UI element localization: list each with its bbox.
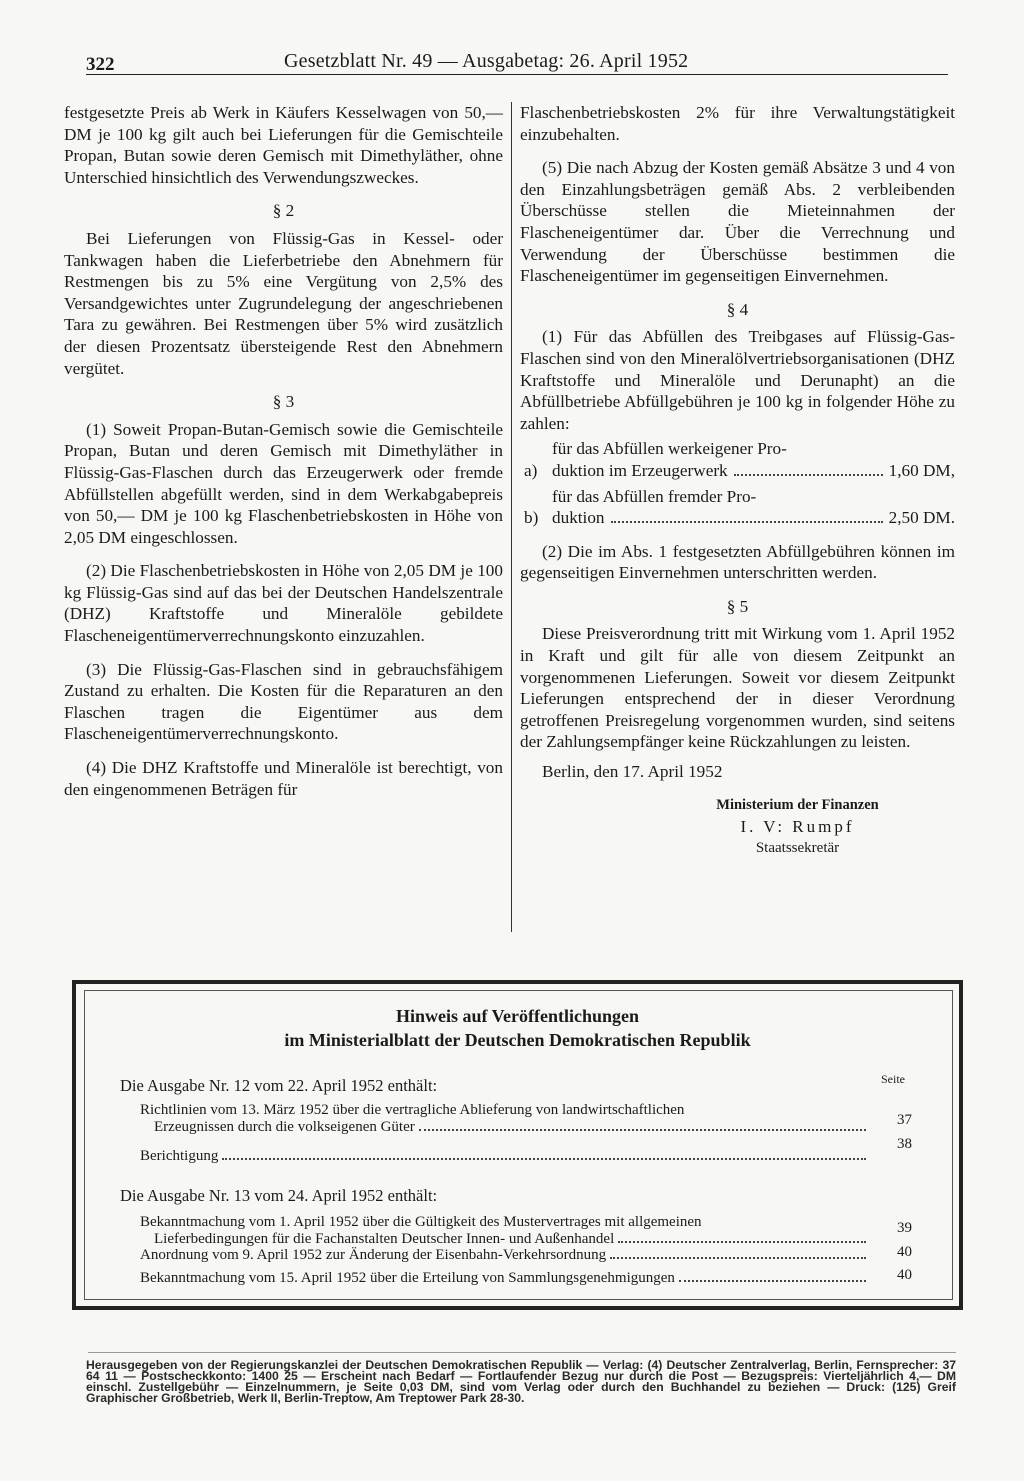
fee-item-a-label: a): [524, 460, 538, 480]
page-reference: 40: [897, 1267, 912, 1283]
issue-12-entry: [140, 1102, 870, 1136]
right-column: [520, 102, 955, 859]
page-reference: 39: [897, 1220, 912, 1236]
leader-dots: [679, 1280, 866, 1282]
leader-dots: [610, 1257, 866, 1259]
section-2-heading: § 2: [272, 201, 295, 221]
column-divider: [511, 102, 512, 932]
section-3-paragraph-3: (3) Die Flüssig-Gas-Flaschen sind in gebrauchsfähigem Zustand zu erhalten. Die Kosten für die Reparaturen an den Flaschen tragen die Eigentümer aus dem Flascheneigentümerverrechnungskonto.: [64, 659, 503, 744]
page-header: [86, 48, 948, 75]
leader-dots: [222, 1158, 866, 1160]
leader-dots: [734, 474, 883, 476]
fee-item-a-line1: für das Abfüllen werkeigener Pro-: [552, 439, 787, 459]
issue-13-entry: [140, 1214, 870, 1248]
section-5-text: Diese Preisverordnung tritt mit Wirkung vom 1. April 1952 in Kraft und gilt für alle von diesem Zeitpunkt an vorgenommenen Lieferungen. Soweit vor diesem Zeitpunkt Lieferungen entsprechend der in dieser Verordnung getroffenen Preisregelung vorgenommen wurden, sind seitens der Zahlungsempfänger keine Rückzahlungen zu leisten.: [520, 624, 955, 752]
entry-line: Bekanntmachung vom 15. April 1952 über die Erteilung von Sammlungsgenehmigungen: [140, 1270, 675, 1286]
section-3-paragraph-2: (2) Die Flaschenbetriebskosten in Höhe von 2,05 DM je 100 kg Flüssig-Gas sind auf das bei der Deutschen Handelszentrale (DHZ) Kraftstoffe und Mineralöle gebildete Flascheneigentümerverrechnungskonto einzuzahlen.: [64, 561, 503, 646]
fee-item-b-line2: duktion: [552, 508, 605, 528]
page-column-label: Seite: [881, 1072, 905, 1086]
section-4-paragraph-1: (1) Für das Abfüllen des Treibgases auf Flüssig-Gas-Flaschen sind von den Mineralölvertriebsorganisationen (DHZ Kraftstoffe und Mineralöle und Derunapht) an die Abfüllbetriebe Abfüllgebühren je 100 kg in folgender Höhe zu zahlen:: [520, 327, 955, 433]
section-5-heading: § 5: [726, 596, 749, 616]
section-3-paragraph-5: (5) Die nach Abzug der Kosten gemäß Absätze 3 und 4 von den Einzahlungsbeträgen gemäß Abs. 2 verbleibenden Überschüsse stellen die Mieteinnahmen der Flascheneigentümer dar. Über die Verrechnung und Verwendung der Überschüsse bestimmen die Flascheneigentümer im gegenseitigen Einvernehmen.: [520, 158, 955, 286]
issue-13-entry: [140, 1270, 870, 1287]
fee-item-a-amount: 1,60 DM,: [888, 460, 955, 480]
fee-item-b-amount: 2,50 DM.: [888, 508, 955, 528]
fee-item-b: [520, 486, 955, 529]
signer-rank: Staatssekretär: [755, 839, 840, 856]
section-4-paragraph-2: (2) Die im Abs. 1 festgesetzten Abfüllgebühren können im gegenseitigen Einvernehmen unterschritten werden.: [520, 541, 955, 583]
left-column: [64, 102, 503, 800]
signer-name: I. V: Rumpf: [740, 817, 855, 837]
issue-13-heading: Die Ausgabe Nr. 13 vom 24. April 1952 enthält:: [120, 1186, 438, 1205]
section-3-heading: § 3: [272, 392, 295, 412]
entry-line: Lieferbedingungen für die Fachanstalten Deutscher Innen- und Außenhandel: [154, 1231, 615, 1247]
fee-item-a: [520, 438, 955, 481]
entry-line: Richtlinien vom 13. März 1952 über die vertragliche Ablieferung von landwirtschaftlichen: [140, 1102, 685, 1118]
section-3-paragraph-1: (1) Soweit Propan-Butan-Gemisch sowie die Gemischteile Propan, Butan und deren Gemisch mit Dimethyläther in Flüssig-Gas-Flaschen durch das Erzeugerwerk oder fremde Abfüllstellen abgefüllt werden, sind in dem Werkabgabepreis von 50,— DM je 100 kg Flaschenbetriebskosten in Höhe von 2,05 DM eingeschlossen.: [64, 419, 503, 547]
fee-item-b-line1: für das Abfüllen fremder Pro-: [552, 486, 757, 506]
place-date: Berlin, den 17. April 1952: [542, 762, 723, 782]
section-4-heading: § 4: [726, 299, 749, 319]
entry-line: Erzeugnissen durch die volkseigenen Güter: [154, 1119, 415, 1135]
entry-line: Berichtigung: [140, 1148, 219, 1164]
leader-dots: [611, 521, 883, 523]
page-reference: 38: [897, 1136, 912, 1152]
gazette-title: Gesetzblatt Nr. 49 — Ausgabetag: 26. April 1952: [284, 50, 689, 72]
entry-line: Anordnung vom 9. April 1952 zur Änderung der Eisenbahn-Verkehrsordnung: [140, 1247, 607, 1263]
publication-notice-box: [72, 980, 963, 1310]
leader-dots: [618, 1241, 866, 1243]
section-3-paragraph-4: (4) Die DHZ Kraftstoffe und Mineralöle ist berechtigt, von den eingenommenen Beträgen für: [64, 758, 503, 799]
leader-dots: [419, 1129, 866, 1131]
notice-subtitle: im Ministerialblatt der Deutschen Demokratischen Republik: [284, 1030, 751, 1050]
intro-paragraph: festgesetzte Preis ab Werk in Käufers Kesselwagen von 50,— DM je 100 kg gilt auch bei Lieferungen für die Gemischteile Propan, Butan sowie deren Gemisch mit Dimethyläther, ohne Unterschied hinsichtlich des Verwendungszweckes.: [64, 103, 503, 187]
ministry-name: Ministerium der Finanzen: [716, 796, 879, 813]
page-reference: 37: [897, 1112, 912, 1128]
page-reference: 40: [897, 1244, 912, 1260]
issue-12-entry: [140, 1148, 870, 1165]
footer-rule: [88, 1352, 956, 1353]
notice-title: Hinweis auf Veröffentlichungen: [395, 1006, 640, 1026]
section-2-text: Bei Lieferungen von Flüssig-Gas in Kessel- oder Tankwagen haben die Lieferbetriebe den Abnehmern für Restmengen bis zu 5% eine Vergütung von 2,5% des Versandgewichtes unter Zugrundelegung der angeschriebenen Tara zu gewähren. Bei Restmengen über 5% wird zusätzlich der diesen Prozentsatz übersteigende Rest den Abnehmern vergütet.: [64, 228, 503, 378]
signature-block: [520, 761, 955, 859]
entry-line: Bekanntmachung vom 1. April 1952 über die Gültigkeit des Mustervertrages mit allgemeinen: [140, 1214, 702, 1230]
page-number: 322: [86, 54, 115, 75]
fee-item-b-label: b): [524, 508, 539, 528]
publisher-imprint: Herausgegeben von der Regierungskanzlei der Deutschen Demokratischen Republik — Verlag: (4) Deutscher Zentralverlag, Berlin, Fernsprecher: 37 64 11 — Postscheckkonto: 1400 25 — Erscheint nach Bedarf — Fortlaufender Bezug nur durch die Post — Bezugspreis: Vierteljährlich 4,— DM einschl. Zustellgebühr — Einzelnummern, je Seite 0,03 DM, sind vom Verlag oder durch den Buchhandel zu beziehen — Druck: (125) Greif Graphischer Großbetrieb, Werk II, Berlin-Treptow, Am Treptower Park 28-30.: [86, 1358, 956, 1405]
issue-13-entry: [140, 1247, 870, 1264]
fee-item-a-line2: duktion im Erzeugerwerk: [552, 460, 728, 480]
continuation-paragraph: Flaschenbetriebskosten 2% für ihre Verwaltungstätigkeit einzubehalten.: [520, 103, 955, 144]
issue-12-heading: Die Ausgabe Nr. 12 vom 22. April 1952 enthält:: [120, 1076, 438, 1095]
